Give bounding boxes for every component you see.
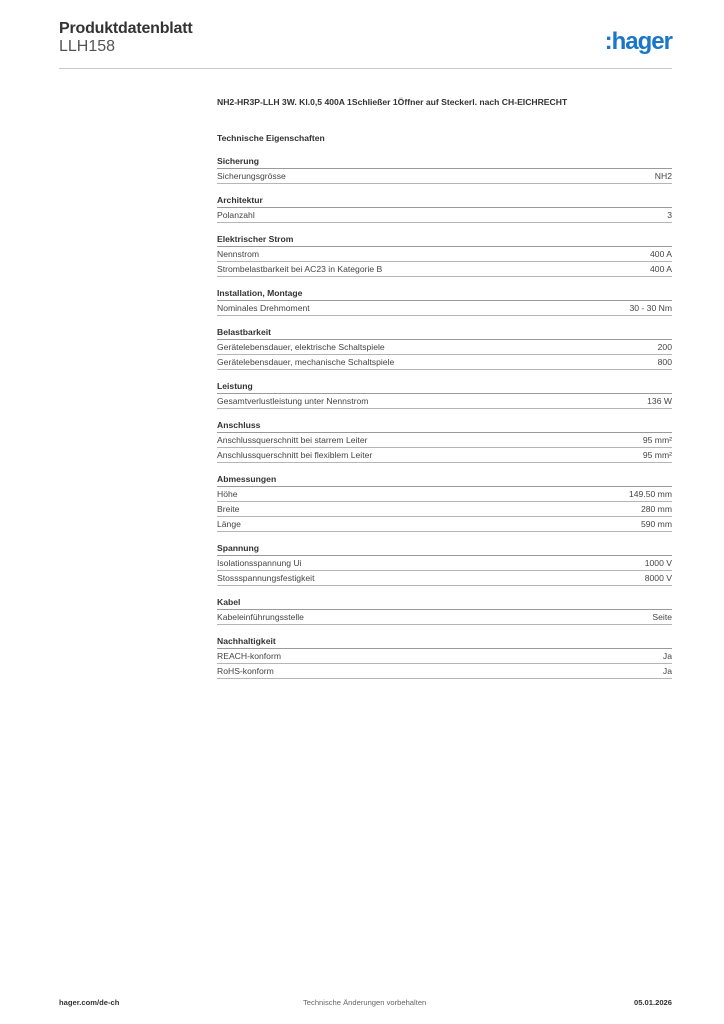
spec-label: Höhe — [217, 489, 238, 499]
spec-label: REACH-konform — [217, 651, 281, 661]
spec-row — [217, 208, 672, 223]
spec-value: 400 A — [650, 249, 672, 259]
group-title: Installation, Montage — [217, 287, 672, 301]
spec-label: Sicherungsgrösse — [217, 171, 286, 181]
spec-label: Polanzahl — [217, 210, 255, 220]
document-title: Produktdatenblatt — [59, 20, 193, 37]
spec-content — [217, 95, 672, 679]
spec-value: Ja — [662, 651, 672, 661]
group-title: Abmessungen — [217, 473, 672, 487]
hager-logo: :hager — [604, 28, 672, 55]
spec-row — [217, 301, 672, 316]
footer-disclaimer: Technische Änderungen vorbehalten — [303, 998, 427, 1007]
spec-row — [217, 556, 672, 571]
spec-group — [217, 380, 672, 409]
spec-group — [217, 326, 672, 370]
spec-label: Strombelastbarkeit bei AC23 in Kategorie B — [217, 264, 383, 274]
footer-date: 05.01.2026 — [633, 998, 672, 1007]
spec-value: 800 — [657, 357, 672, 367]
spec-row — [217, 502, 672, 517]
group-title: Kabel — [217, 596, 672, 610]
spec-group — [217, 419, 672, 463]
spec-value: 280 mm — [640, 504, 672, 514]
group-title: Sicherung — [217, 155, 672, 169]
spec-value: 95 mm² — [642, 435, 672, 445]
group-title: Nachhaltigkeit — [217, 635, 672, 649]
spec-row — [217, 571, 672, 586]
spec-row — [217, 169, 672, 184]
spec-value: Seite — [652, 612, 672, 622]
spec-value: 400 A — [650, 264, 672, 274]
spec-label: Nennstrom — [217, 249, 260, 259]
header-divider — [59, 68, 672, 69]
section-heading: Technische Eigenschaften — [217, 133, 325, 143]
spec-group — [217, 233, 672, 277]
spec-row — [217, 394, 672, 409]
spec-row — [217, 649, 672, 664]
spec-value: 136 W — [647, 396, 672, 406]
spec-value: 149.50 mm — [629, 489, 672, 499]
spec-group — [217, 473, 672, 532]
spec-value: 1000 V — [644, 558, 672, 568]
spec-label: RoHS-konform — [217, 666, 274, 676]
spec-value: 590 mm — [640, 519, 672, 529]
spec-label: Isolationsspannung Ui — [217, 558, 302, 568]
group-title: Leistung — [217, 380, 672, 394]
spec-value: 95 mm² — [642, 450, 672, 460]
spec-label: Kabeleinführungsstelle — [217, 612, 304, 622]
spec-row — [217, 433, 672, 448]
spec-row — [217, 355, 672, 370]
spec-label: Gesamtverlustleistung unter Nennstrom — [217, 396, 369, 406]
spec-label: Länge — [217, 519, 241, 529]
spec-value: Ja — [662, 666, 672, 676]
spec-group — [217, 596, 672, 625]
spec-group — [217, 542, 672, 586]
product-description: NH2-HR3P-LLH 3W. Kl.0,5 400A 1Schließer 1Öffner auf Steckerl. nach CH-EICHRECHT — [217, 97, 568, 107]
spec-label: Nominales Drehmoment — [217, 303, 310, 313]
spec-group — [217, 155, 672, 184]
spec-group — [217, 635, 672, 679]
group-title: Belastbarkeit — [217, 326, 672, 340]
spec-row — [217, 664, 672, 679]
spec-value: NH2 — [654, 171, 672, 181]
spec-value: 8000 V — [644, 573, 672, 583]
spec-label: Gerätelebensdauer, mechanische Schaltspiele — [217, 357, 395, 367]
footer-website: hager.com/de-ch — [59, 998, 120, 1007]
spec-row — [217, 487, 672, 502]
product-code: LLH158 — [59, 38, 116, 55]
spec-group — [217, 287, 672, 316]
group-title: Spannung — [217, 542, 672, 556]
spec-row — [217, 610, 672, 625]
spec-row — [217, 517, 672, 532]
spec-row — [217, 448, 672, 463]
group-title: Anschluss — [217, 419, 672, 433]
spec-label: Anschlussquerschnitt bei starrem Leiter — [217, 435, 368, 445]
spec-value: 3 — [667, 210, 672, 220]
group-title: Elektrischer Strom — [217, 233, 672, 247]
spec-value: 200 — [657, 342, 672, 352]
spec-group — [217, 194, 672, 223]
spec-row — [217, 247, 672, 262]
spec-row — [217, 340, 672, 355]
spec-groups — [217, 155, 672, 679]
spec-label: Anschlussquerschnitt bei flexiblem Leiter — [217, 450, 373, 460]
spec-label: Stossspannungsfestigkeit — [217, 573, 315, 583]
spec-row — [217, 262, 672, 277]
spec-value: 30 - 30 Nm — [629, 303, 672, 313]
spec-label: Breite — [217, 504, 240, 514]
group-title: Architektur — [217, 194, 672, 208]
spec-label: Gerätelebensdauer, elektrische Schaltspiele — [217, 342, 385, 352]
